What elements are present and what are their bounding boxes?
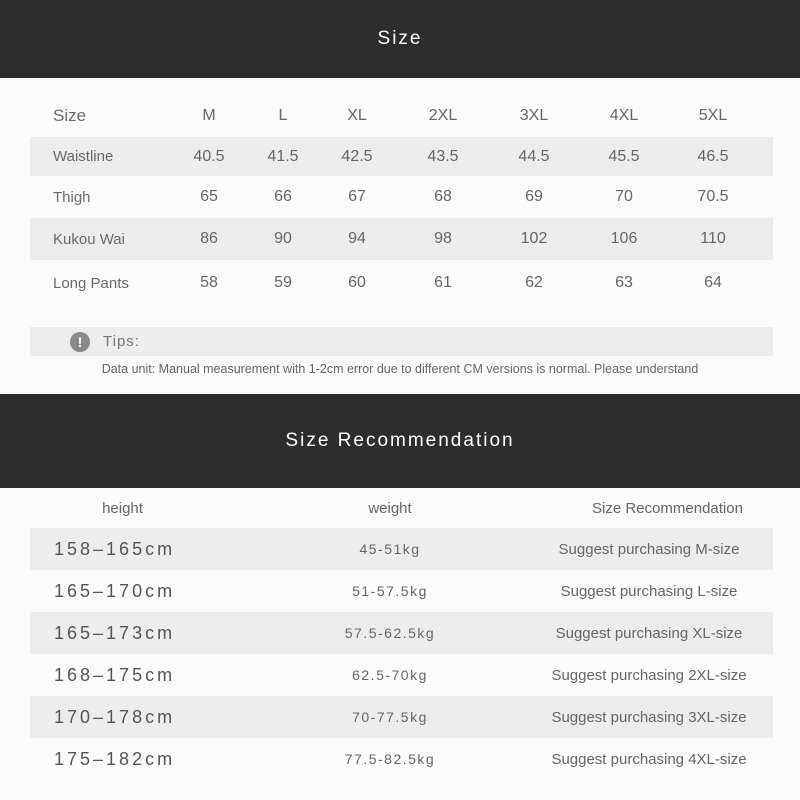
table-cell: 41.5 [267,147,299,165]
size-col-l: L [278,106,288,124]
recommendation-cell: Suggest purchasing 4XL-size [551,750,747,768]
weight-cell: 51-57.5kg [352,583,428,599]
table-row [30,612,773,654]
table-cell: 98 [434,230,452,247]
table-cell: 59 [274,274,292,291]
table-cell: 86 [200,230,218,247]
size-table [30,94,773,306]
table-cell: 106 [610,230,638,247]
table-cell: 44.5 [518,147,550,165]
table-cell: 42.5 [341,147,373,165]
table-cell: 94 [348,230,366,247]
table-cell: 58 [200,274,218,291]
recommendation-title: Size Recommendation [285,430,515,451]
table-cell: 63 [615,274,633,291]
size-col-xl: XL [347,106,367,124]
table-cell: 68 [434,188,452,205]
table-cell: 70 [615,188,633,205]
weight-cell: 57.5-62.5kg [344,625,436,641]
recommendation-section [0,488,800,780]
size-banner [0,0,800,78]
size-col-5xl: 5XL [698,106,728,124]
table-cell: 45.5 [608,147,640,165]
table-cell: 102 [520,230,548,247]
size-recommendation-header: Size Recommendation [592,499,743,517]
table-cell: 65 [200,188,218,205]
height-cell: 165–173cm [54,622,176,643]
row-label: Long Pants [53,274,129,292]
exclamation-icon: ! [70,332,90,352]
table-cell: 70.5 [697,188,729,205]
table-cell: 64 [704,274,722,291]
weight-cell: 77.5-82.5kg [344,751,436,767]
table-cell: 69 [525,188,543,205]
table-row [30,528,773,570]
table-cell: 90 [274,230,292,247]
recommendation-cell: Suggest purchasing L-size [560,582,738,600]
recommendation-cell: Suggest purchasing M-size [558,540,740,558]
table-cell: 110 [700,230,726,247]
height-cell: 158–165cm [54,538,176,559]
size-title: Size [377,28,423,49]
table-row [30,137,773,176]
height-cell: 165–170cm [54,580,176,601]
table-cell: 60 [348,274,366,291]
size-col-2xl: 2XL [428,106,458,124]
row-label: Kukou Wai [53,230,125,248]
size-header-label: Size [53,105,87,125]
height-cell: 175–182cm [54,748,176,769]
table-cell: 61 [434,274,452,291]
table-row [30,738,773,780]
tips-label: Tips: [103,333,140,350]
weight-cell: 45-51kg [359,541,421,557]
recommendation-cell: Suggest purchasing 2XL-size [551,666,747,684]
table-row [30,696,773,738]
table-cell: 67 [348,188,366,205]
height-header: height [102,499,143,517]
height-cell: 168–175cm [54,664,176,685]
table-cell: 40.5 [193,147,225,165]
size-table-header [30,94,773,137]
row-label: Thigh [53,188,91,206]
table-row [30,654,773,696]
size-col-4xl: 4XL [609,106,639,124]
tips-row [30,327,773,356]
table-cell: 62 [525,274,543,291]
size-col-m: M [202,106,216,124]
height-cell: 170–178cm [54,706,176,727]
size-col-3xl: 3XL [519,106,549,124]
table-row [30,260,773,306]
table-cell: 46.5 [697,147,729,165]
weight-cell: 70-77.5kg [352,709,428,725]
recommendation-cell: Suggest purchasing 3XL-size [551,708,747,726]
table-cell: 66 [274,188,292,205]
recommendation-header [0,488,800,528]
table-row [30,176,773,218]
recommendation-cell: Suggest purchasing XL-size [555,624,743,642]
table-cell: 43.5 [427,147,459,165]
row-label: Waistline [53,148,114,165]
recommendation-banner [0,394,800,488]
weight-cell: 62.5-70kg [352,667,428,683]
weight-header: weight [368,499,412,517]
tips-note: Data unit: Manual measurement with 1-2cm error due to different CM versions is normal. Please understand [101,362,699,376]
table-row [30,570,773,612]
table-row [30,218,773,260]
size-chart-section [0,94,800,394]
